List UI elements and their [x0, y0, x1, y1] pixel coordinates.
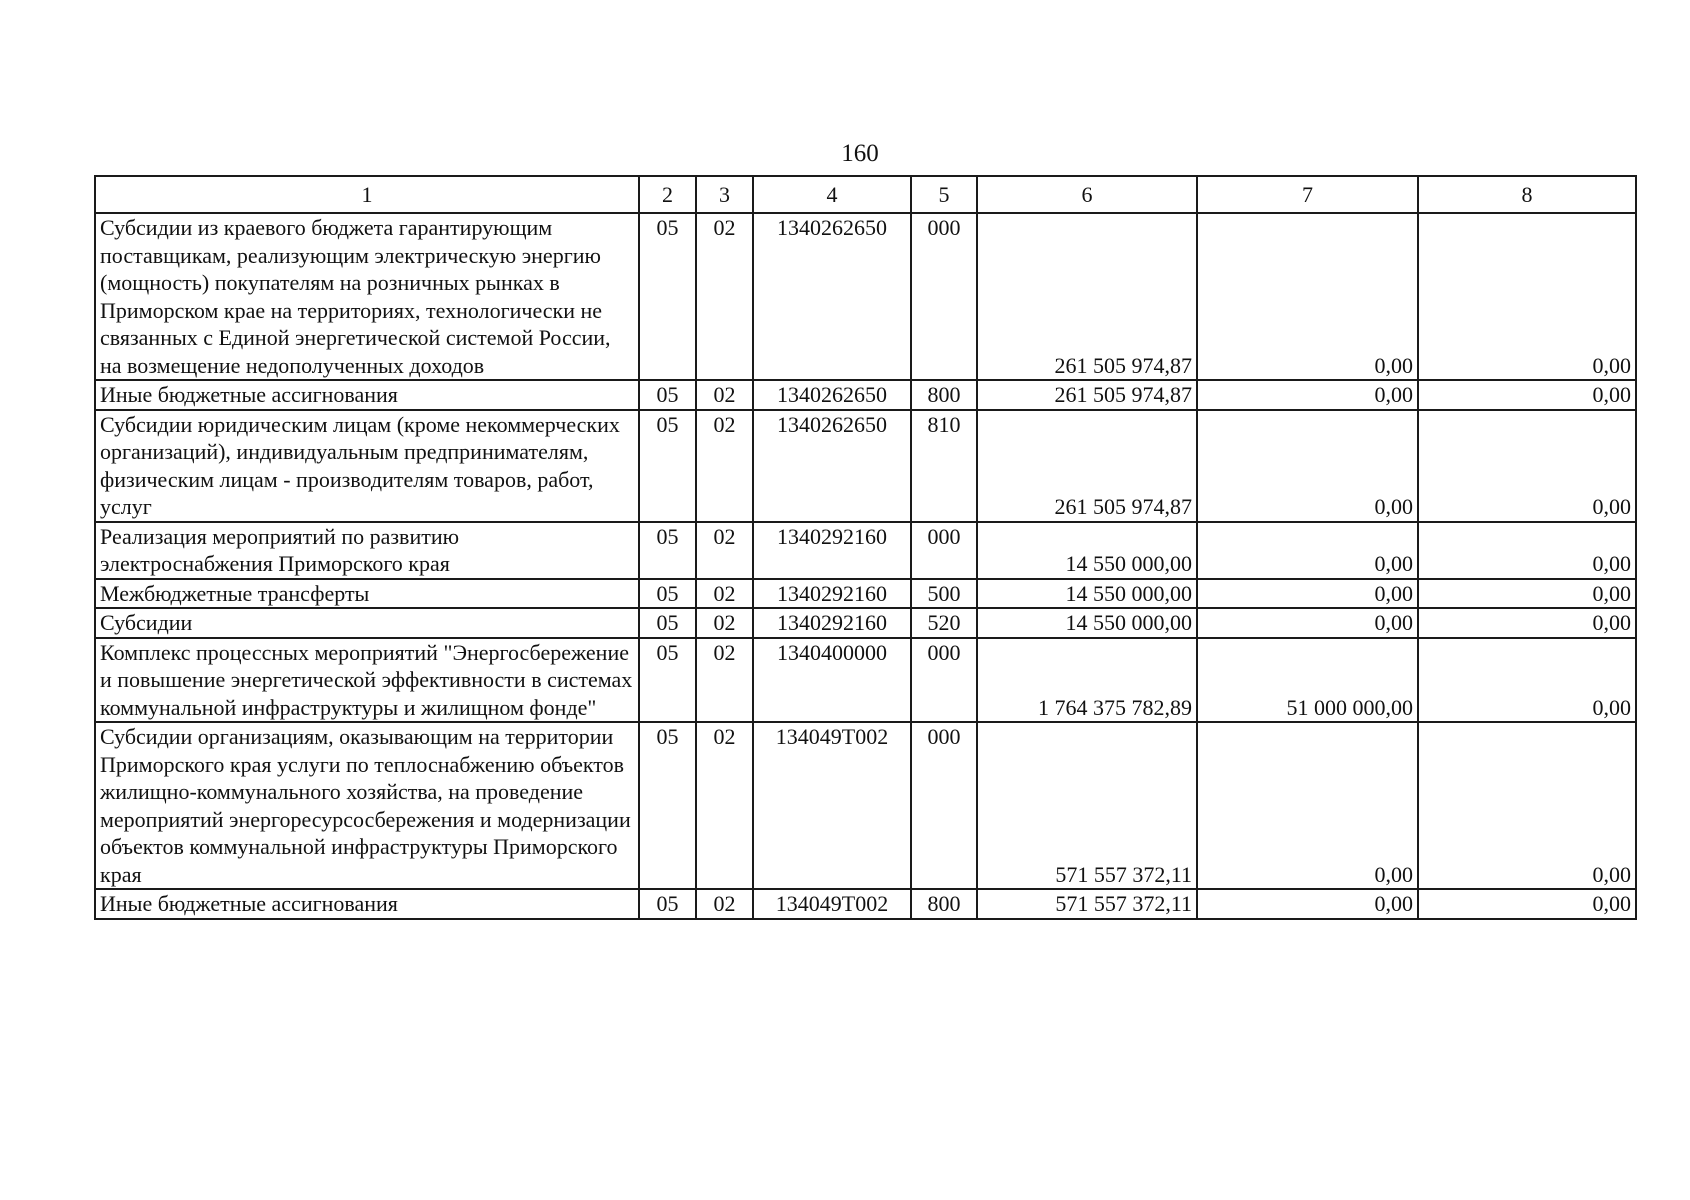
column-header: 1 — [95, 176, 639, 213]
row-subsection: 02 — [696, 410, 753, 522]
row-amount-8: 0,00 — [1418, 889, 1636, 919]
row-amount-6: 571 557 372,11 — [977, 722, 1197, 889]
row-subsection: 02 — [696, 522, 753, 579]
column-header: 6 — [977, 176, 1197, 213]
row-amount-6: 14 550 000,00 — [977, 608, 1197, 638]
row-amount-7: 0,00 — [1197, 608, 1418, 638]
row-amount-6: 261 505 974,87 — [977, 213, 1197, 380]
row-name: Субсидии организациям, оказывающим на территории Приморского края услуги по теплоснабжению объектов жилищно-коммунального хозяйства, на проведение мероприятий энергоресурсосбережения и модернизации объектов коммунальной инфраструктуры Приморского края — [95, 722, 639, 889]
table-row — [95, 380, 1636, 410]
table-row — [95, 410, 1636, 522]
column-header: 3 — [696, 176, 753, 213]
row-target-code: 1340292160 — [753, 608, 911, 638]
row-section: 05 — [639, 522, 696, 579]
row-amount-6: 261 505 974,87 — [977, 380, 1197, 410]
row-amount-7: 0,00 — [1197, 213, 1418, 380]
row-amount-6: 14 550 000,00 — [977, 579, 1197, 609]
row-name: Иные бюджетные ассигнования — [95, 380, 639, 410]
row-target-code: 1340292160 — [753, 579, 911, 609]
row-amount-8: 0,00 — [1418, 213, 1636, 380]
row-subsection: 02 — [696, 608, 753, 638]
row-name: Межбюджетные трансферты — [95, 579, 639, 609]
header-row — [95, 176, 1636, 213]
row-section: 05 — [639, 579, 696, 609]
row-subsection: 02 — [696, 380, 753, 410]
row-expense-type: 520 — [911, 608, 977, 638]
row-amount-8: 0,00 — [1418, 579, 1636, 609]
row-amount-7: 0,00 — [1197, 380, 1418, 410]
row-subsection: 02 — [696, 213, 753, 380]
column-header: 4 — [753, 176, 911, 213]
table-row — [95, 889, 1636, 919]
row-section: 05 — [639, 889, 696, 919]
column-header: 8 — [1418, 176, 1636, 213]
row-name: Реализация мероприятий по развитию электроснабжения Приморского края — [95, 522, 639, 579]
row-section: 05 — [639, 213, 696, 380]
row-expense-type: 000 — [911, 522, 977, 579]
row-amount-6: 261 505 974,87 — [977, 410, 1197, 522]
budget-table — [94, 175, 1637, 920]
row-section: 05 — [639, 638, 696, 723]
row-expense-type: 810 — [911, 410, 977, 522]
row-subsection: 02 — [696, 579, 753, 609]
row-target-code: 134049Т002 — [753, 889, 911, 919]
row-name: Субсидии из краевого бюджета гарантирующим поставщикам, реализующим электрическую энергию (мощность) покупателям на розничных рынках в Приморском крае на территориях, технологически не связанных с Единой энергетической системой России, на возмещение недополученных доходов — [95, 213, 639, 380]
row-target-code: 1340400000 — [753, 638, 911, 723]
row-amount-7: 0,00 — [1197, 889, 1418, 919]
row-amount-6: 1 764 375 782,89 — [977, 638, 1197, 723]
row-amount-6: 571 557 372,11 — [977, 889, 1197, 919]
column-header: 7 — [1197, 176, 1418, 213]
row-expense-type: 000 — [911, 722, 977, 889]
table-row — [95, 522, 1636, 579]
row-name: Субсидии — [95, 608, 639, 638]
row-expense-type: 800 — [911, 889, 977, 919]
row-section: 05 — [639, 380, 696, 410]
row-amount-8: 0,00 — [1418, 638, 1636, 723]
row-amount-8: 0,00 — [1418, 608, 1636, 638]
row-amount-7: 51 000 000,00 — [1197, 638, 1418, 723]
row-amount-8: 0,00 — [1418, 410, 1636, 522]
column-header: 5 — [911, 176, 977, 213]
row-subsection: 02 — [696, 889, 753, 919]
row-amount-7: 0,00 — [1197, 722, 1418, 889]
row-expense-type: 800 — [911, 380, 977, 410]
row-amount-8: 0,00 — [1418, 380, 1636, 410]
table-row — [95, 213, 1636, 380]
row-amount-7: 0,00 — [1197, 579, 1418, 609]
row-target-code: 134049Т002 — [753, 722, 911, 889]
page-number: 160 — [841, 140, 879, 167]
row-target-code: 1340292160 — [753, 522, 911, 579]
row-section: 05 — [639, 722, 696, 889]
row-amount-8: 0,00 — [1418, 722, 1636, 889]
row-subsection: 02 — [696, 722, 753, 889]
row-amount-7: 0,00 — [1197, 410, 1418, 522]
row-amount-6: 14 550 000,00 — [977, 522, 1197, 579]
table-row — [95, 579, 1636, 609]
row-section: 05 — [639, 608, 696, 638]
row-name: Комплекс процессных мероприятий "Энергосбережение и повышение энергетической эффективности в системах коммунальной инфраструктуры и жилищном фонде" — [95, 638, 639, 723]
row-subsection: 02 — [696, 638, 753, 723]
table-row — [95, 608, 1636, 638]
row-target-code: 1340262650 — [753, 213, 911, 380]
row-amount-7: 0,00 — [1197, 522, 1418, 579]
row-expense-type: 000 — [911, 638, 977, 723]
row-expense-type: 500 — [911, 579, 977, 609]
row-target-code: 1340262650 — [753, 410, 911, 522]
row-expense-type: 000 — [911, 213, 977, 380]
row-name: Субсидии юридическим лицам (кроме некоммерческих организаций), индивидуальным предпринимателям, физическим лицам - производителям товаров, работ, услуг — [95, 410, 639, 522]
table-row — [95, 722, 1636, 889]
row-name: Иные бюджетные ассигнования — [95, 889, 639, 919]
table-row — [95, 638, 1636, 723]
row-amount-8: 0,00 — [1418, 522, 1636, 579]
column-header: 2 — [639, 176, 696, 213]
row-section: 05 — [639, 410, 696, 522]
row-target-code: 1340262650 — [753, 380, 911, 410]
